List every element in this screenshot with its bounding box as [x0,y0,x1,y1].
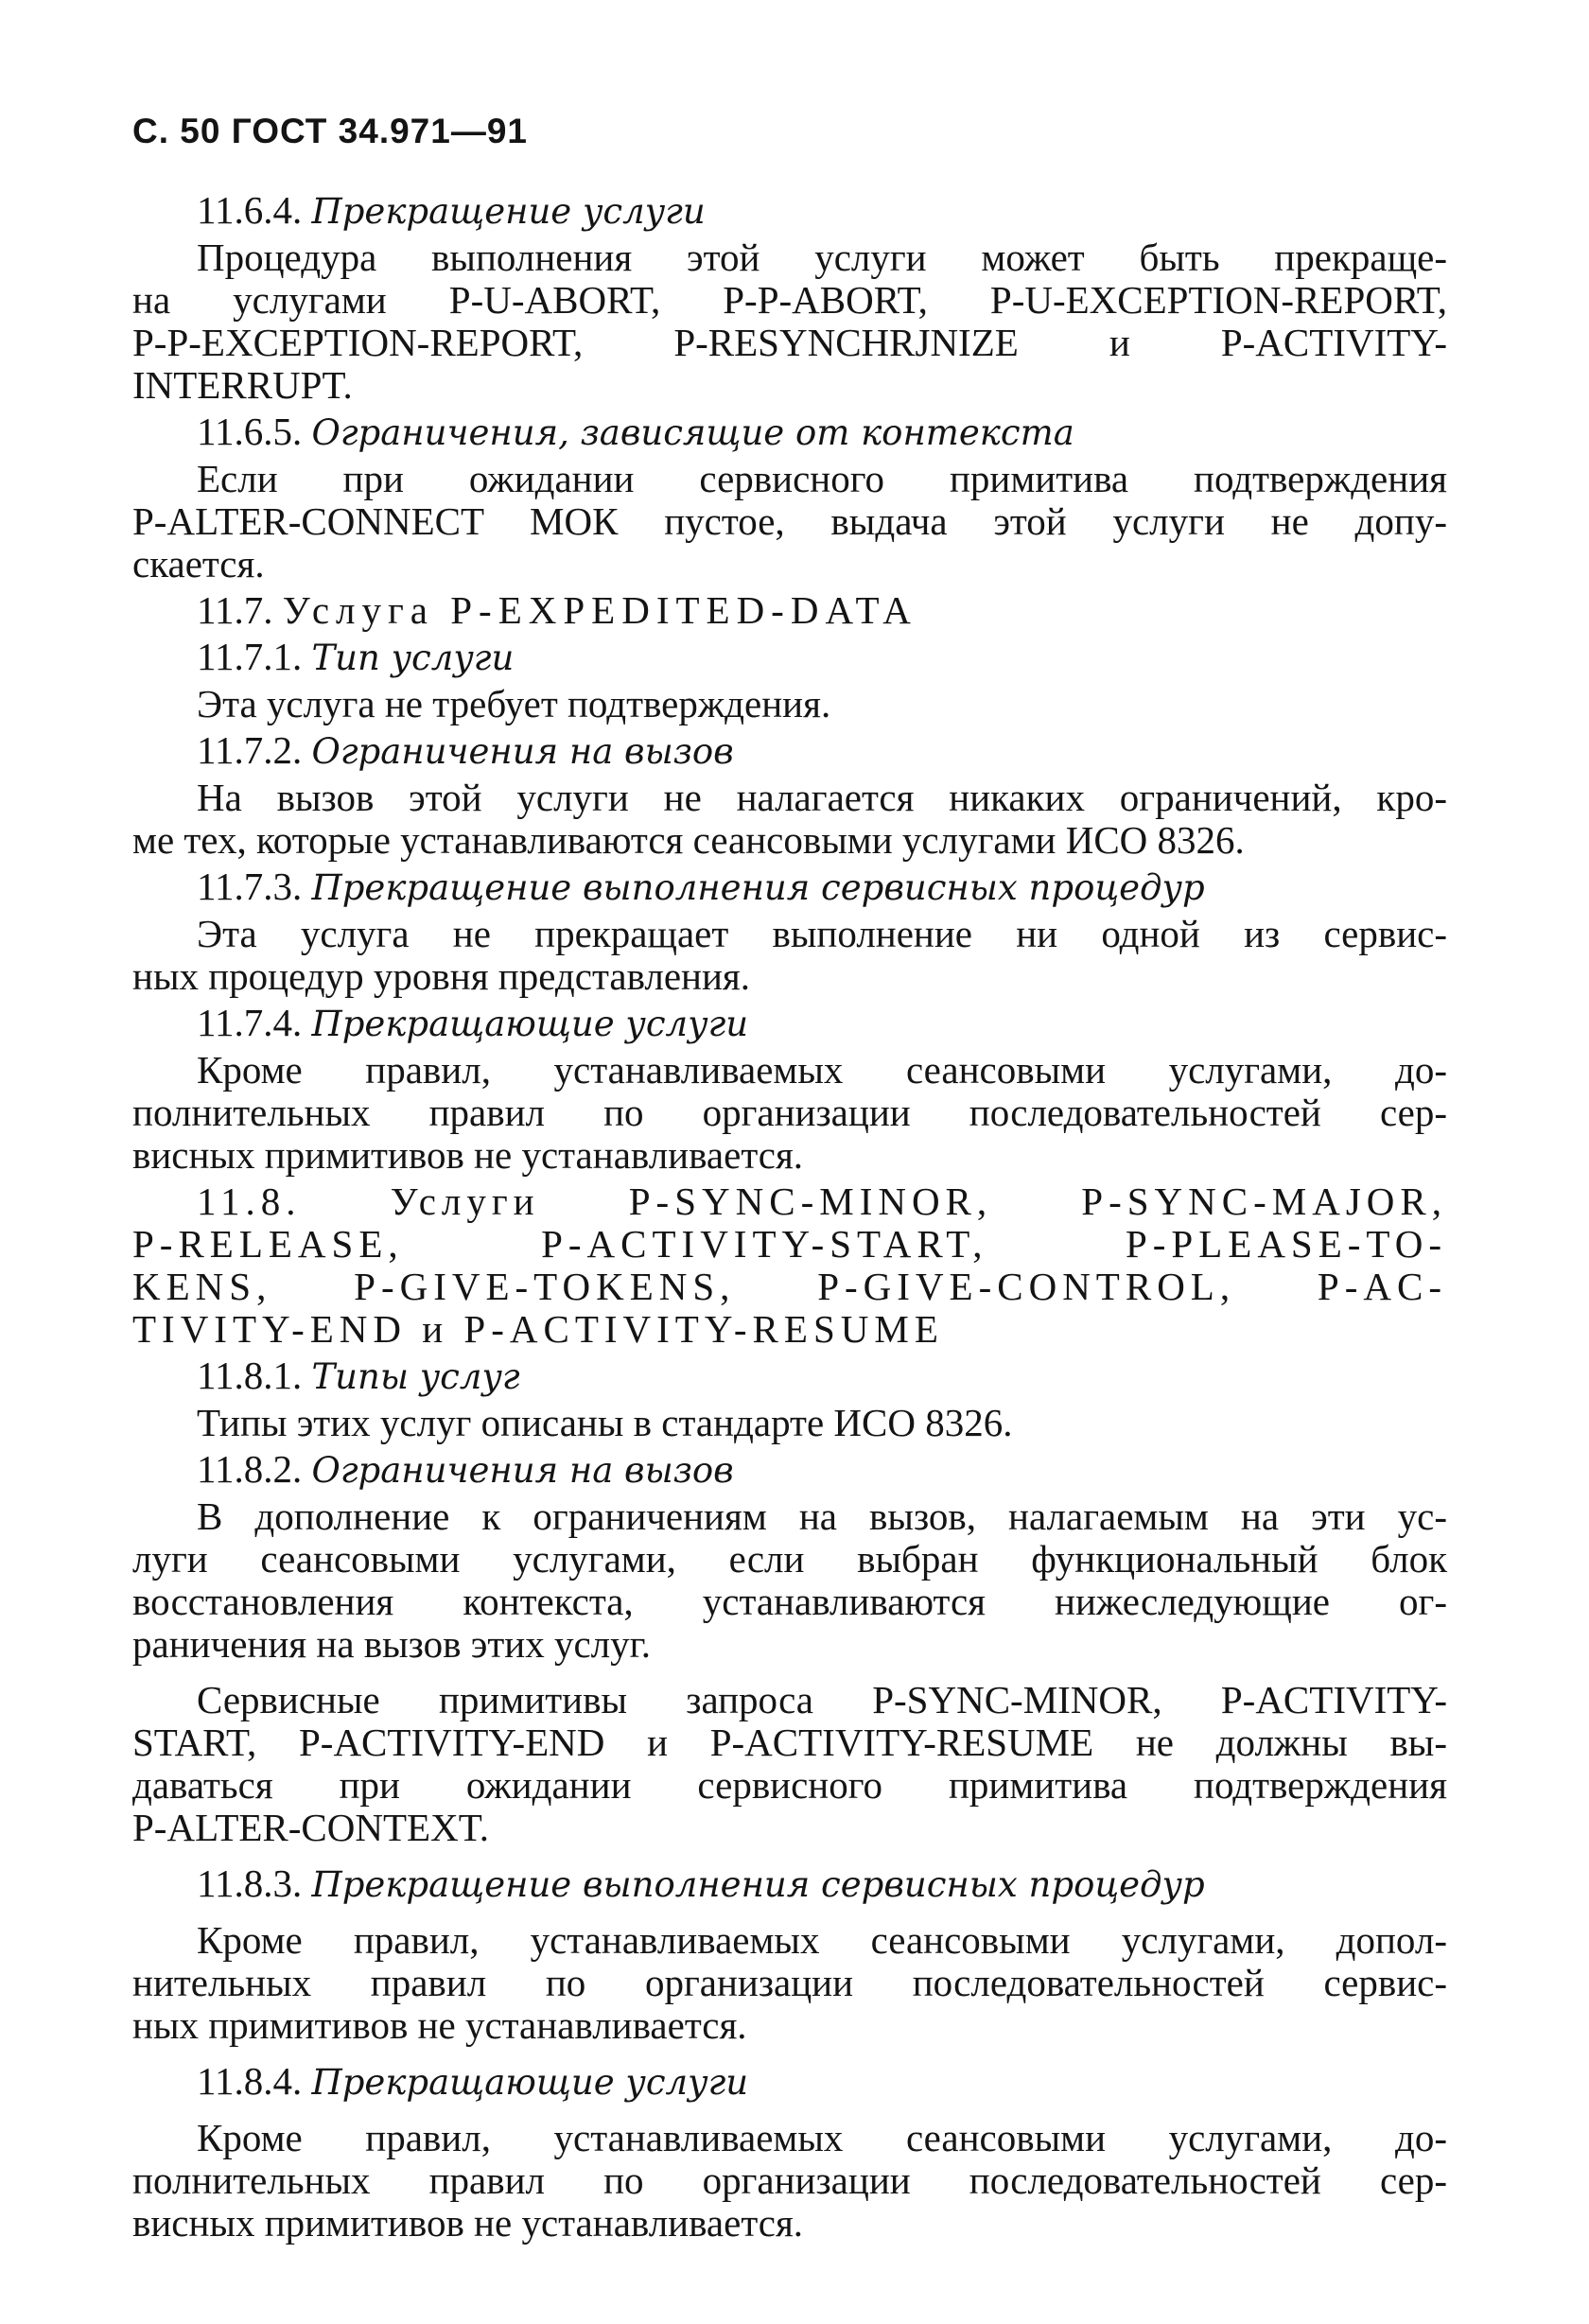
paragraph-line: Типы этих услуг описаны в стандарте ИСО 8326. [197,1401,1013,1444]
paragraph [132,2117,1447,2245]
section-number: 11.7.4. [197,1001,303,1044]
paragraph-line: висных примитивов не устанавливается. [132,1133,804,1177]
section-number: 11.7.3. [197,865,303,908]
paragraph [132,1049,1447,1177]
paragraph-line: ных процедур уровня представления. [132,954,751,998]
paragraph [132,683,1447,725]
section-title: Услуга P-EXPEDITED-DATA [282,588,917,632]
heading-line: P-RELEASE, P-ACTIVITY-START, P-PLEASE-TO- [132,1222,1447,1266]
paragraph-line: На вызов этой услуги не налагается никаких ограничений, кро- [197,776,1447,819]
section-number: 11.8.4. [197,2059,303,2103]
paragraph-line: Эта услуга не требует подтверждения. [197,682,831,725]
section-title: Тип услуги [311,638,515,678]
paragraph-line: нительных правил по организации последовательностей сервис- [132,1961,1447,2004]
heading-line: 11.8. Услуги P-SYNC-MINOR, P-SYNC-MAJOR, [197,1179,1447,1223]
paragraph [132,1679,1447,1849]
section-heading [132,729,1447,773]
paragraph [132,458,1447,585]
paragraph-line: полнительных правил по организации последовательностей сер- [132,2158,1447,2202]
paragraph-line: START, P-ACTIVITY-END и P-ACTIVITY-RESUME не должны вы- [132,1721,1447,1764]
section-heading [132,1354,1447,1398]
paragraph [132,236,1447,407]
paragraph-line: висных примитивов не устанавливается. [132,2201,804,2245]
paragraph-line: Сервисные примитивы запроса P-SYNC-MINOR, P-ACTIVITY- [197,1678,1447,1721]
section-heading [132,189,1447,233]
section-title: Прекращение услуги [311,191,706,232]
paragraph [132,1402,1447,1444]
section-title: Типы услуг [311,1356,520,1397]
section-heading [132,1180,1447,1351]
section-number: 11.7.2. [197,728,303,772]
section-title: Прекращающие услуги [311,1004,749,1044]
paragraph [132,1495,1447,1666]
section-heading [132,1862,1447,1906]
paragraph-line: P-P-EXCEPTION-REPORT, P-RESYNCHRJNIZE и P-ACTIVITY- [132,321,1447,364]
section-number: 11.6.5. [197,410,303,453]
document-body [132,189,1447,2248]
paragraph-line: P-ALTER-CONTEXT. [132,1806,489,1849]
paragraph-line: раничения на вызов этих услуг. [132,1622,652,1666]
heading-line: KENS, P-GIVE-TOKENS, P-GIVE-CONTROL, P-AC- [132,1265,1447,1308]
section-title: Прекращение выполнения сервисных процедур [311,1864,1205,1905]
paragraph-line: Кроме правил, устанавливаемых сеансовыми услугами, до- [197,1048,1447,1092]
paragraph-line: INTERRUPT. [132,363,353,407]
paragraph-line: ме тех, которые устанавливаются сеансовыми услугами ИСО 8326. [132,818,1245,862]
section-heading [132,589,1447,632]
paragraph-line: на услугами P-U-ABORT, P-P-ABORT, P-U-EXCEPTION-REPORT, [132,278,1447,322]
paragraph-line: Если при ожидании сервисного примитива подтверждения [197,457,1447,500]
section-number: 11.8.3. [197,1861,303,1905]
section-heading [132,865,1447,909]
section-heading [132,1448,1447,1492]
section-title: Прекращение выполнения сервисных процедур [311,867,1205,908]
paragraph-line: скается. [132,542,265,585]
paragraph [132,1919,1447,2047]
paragraph-line: P-ALTER-CONNECT МОК пустое, выдача этой услуги не допу- [132,499,1447,543]
heading-line: TIVITY-END и P-ACTIVITY-RESUME [132,1307,944,1351]
paragraph-line: Эта услуга не прекращает выполнение ни одной из сервис- [197,912,1447,955]
paragraph-line: ных примитивов не устанавливается. [132,2003,747,2047]
paragraph-line: В дополнение к ограничениям на вызов, налагаемым на эти ус- [197,1494,1447,1538]
paragraph-line: восстановления контекста, устанавливаются нижеследующие ог- [132,1580,1447,1623]
section-heading [132,636,1447,679]
section-title: Прекращающие услуги [311,2062,749,2103]
paragraph-line: Кроме правил, устанавливаемых сеансовыми услугами, допол- [197,1918,1447,1962]
section-number: 11.8.2. [197,1447,303,1491]
page-header: С. 50 ГОСТ 34.971—91 [132,112,528,150]
section-number: 11.8.1. [197,1354,303,1397]
section-number: 11.6.4. [197,188,303,232]
section-heading [132,1002,1447,1045]
section-heading [132,411,1447,454]
section-title: Ограничения, зависящие от контекста [311,412,1074,453]
paragraph-line: полнительных правил по организации последовательностей сер- [132,1091,1447,1134]
section-number: 11.7. [197,588,273,632]
section-title: Ограничения на вызов [311,1450,734,1491]
paragraph [132,777,1447,862]
section-title: Ограничения на вызов [311,731,734,772]
paragraph-line: Кроме правил, устанавливаемых сеансовыми услугами, до- [197,2116,1447,2159]
paragraph [132,913,1447,998]
paragraph-line: луги сеансовыми услугами, если выбран функциональный блок [132,1537,1447,1581]
section-heading [132,2060,1447,2104]
section-number: 11.7.1. [197,635,303,678]
paragraph-line: Процедура выполнения этой услуги может быть прекраще- [197,236,1447,279]
paragraph-line: даваться при ожидании сервисного примитива подтверждения [132,1763,1447,1807]
